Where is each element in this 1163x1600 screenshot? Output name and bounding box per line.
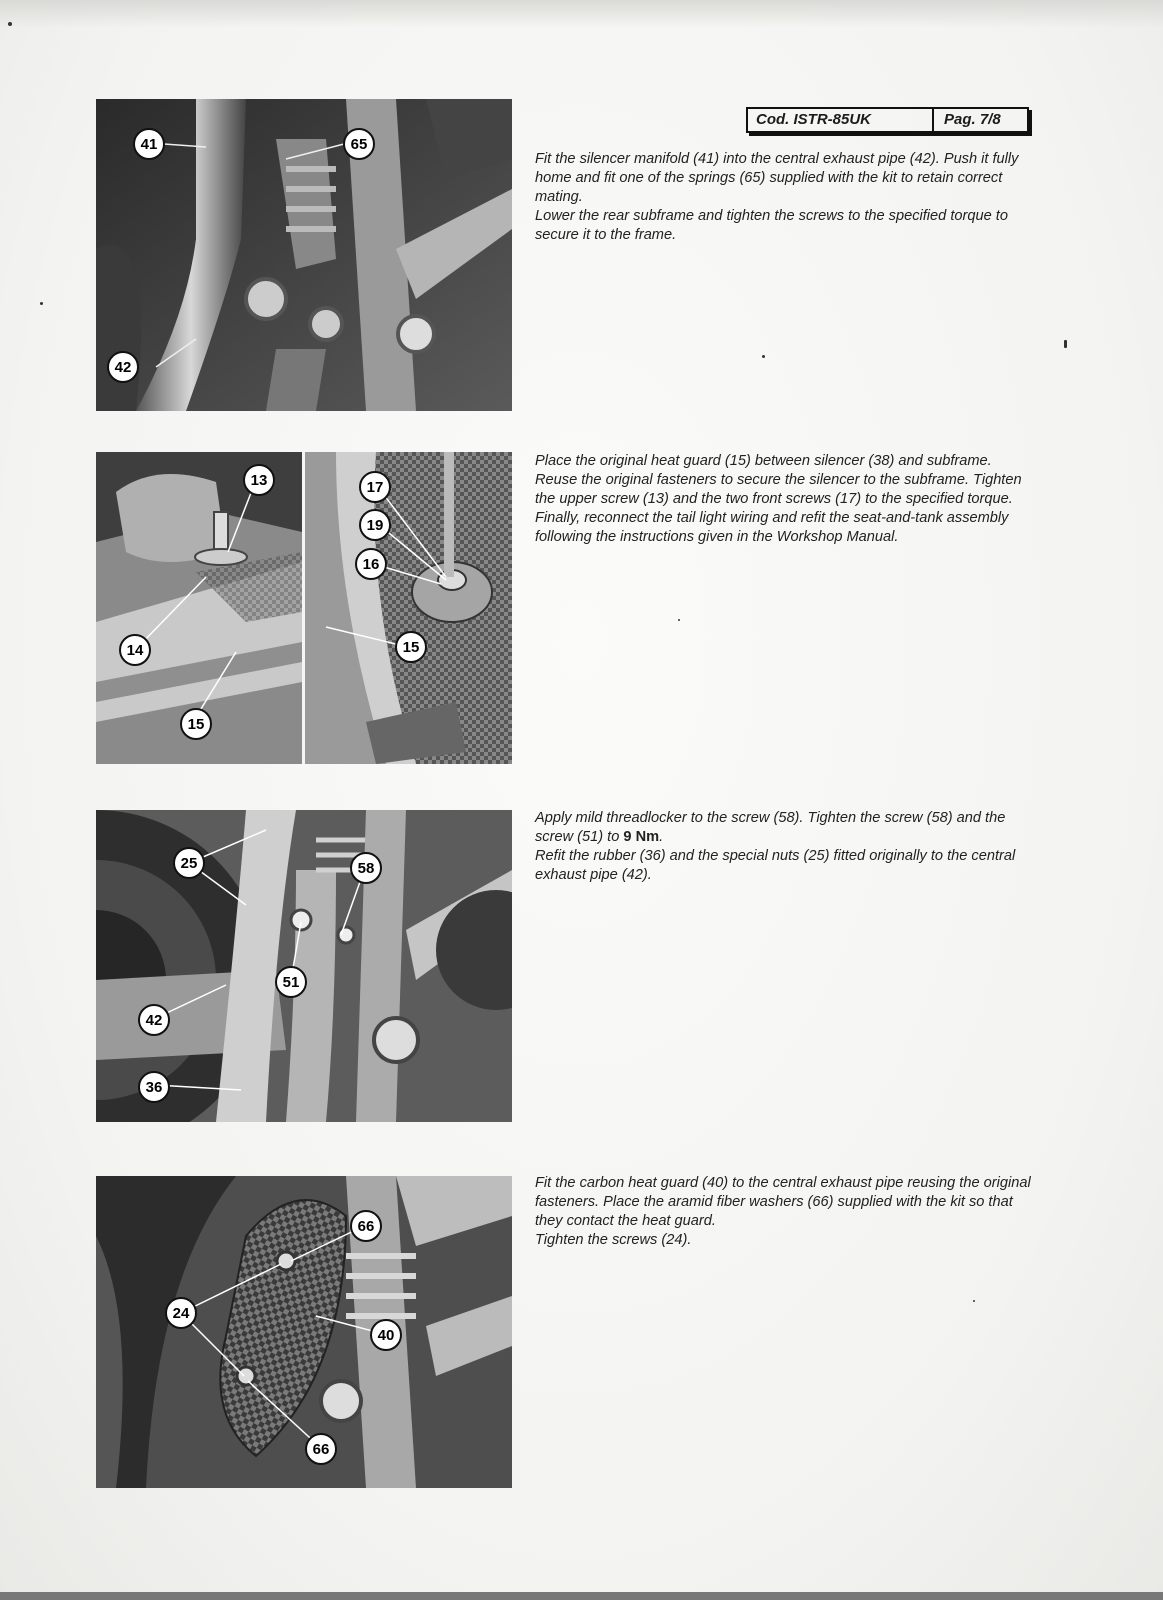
svg-text:17: 17 xyxy=(366,479,384,496)
callout-42 xyxy=(108,352,138,382)
scan-speck xyxy=(40,302,43,305)
callout-36 xyxy=(139,1072,169,1102)
callout-66-top xyxy=(351,1211,381,1241)
step-4-paragraph-1: Fit the carbon heat guard (40) to the central exhaust pipe reusing the original fasteners. Place the aramid fiber washers (66) supplied with the kit so that they contact the heat guard. xyxy=(535,1175,1031,1229)
photo-step-1 xyxy=(96,99,512,411)
photo-step-4 xyxy=(96,1176,512,1488)
photo-step-3 xyxy=(96,810,512,1122)
step-1-text xyxy=(535,150,1035,245)
svg-text:19: 19 xyxy=(366,517,384,534)
svg-text:42: 42 xyxy=(114,359,132,376)
svg-text:15: 15 xyxy=(187,716,205,733)
svg-text:42: 42 xyxy=(145,1012,163,1029)
svg-text:51: 51 xyxy=(282,974,300,991)
svg-text:66: 66 xyxy=(312,1441,330,1458)
step-2-paragraph-2: Finally, reconnect the tail light wiring and refit the seat-and-tank assembly following the instructions given in the Workshop Manual. xyxy=(535,510,1009,545)
svg-text:66: 66 xyxy=(357,1218,375,1235)
callout-19 xyxy=(360,510,390,540)
svg-text:41: 41 xyxy=(140,136,158,153)
callout-15-right xyxy=(396,632,426,662)
callout-65 xyxy=(344,129,374,159)
document-code: Cod. ISTR-85UK xyxy=(748,109,934,131)
callout-41 xyxy=(134,129,164,159)
step-4-paragraph-2: Tighten the screws (24). xyxy=(535,1232,692,1248)
step-1-paragraph-2: Lower the rear subframe and tighten the screws to the specified torque to secure it to the frame. xyxy=(535,208,1008,243)
callout-14 xyxy=(120,635,150,665)
step-3-text xyxy=(535,809,1035,885)
scan-speck xyxy=(8,22,12,26)
svg-text:36: 36 xyxy=(145,1079,163,1096)
scan-edge xyxy=(0,1592,1163,1600)
step-3-paragraph-1: Apply mild threadlocker to the screw (58). Tighten the screw (58) and the screw (51) to 9 Nm. xyxy=(535,810,1006,845)
callout-66-bottom xyxy=(306,1434,336,1464)
callout-40 xyxy=(371,1320,401,1350)
scan-speck xyxy=(678,619,680,621)
svg-text:58: 58 xyxy=(357,860,375,877)
svg-text:13: 13 xyxy=(250,472,268,489)
svg-text:14: 14 xyxy=(126,642,144,659)
step-1-paragraph-1: Fit the silencer manifold (41) into the central exhaust pipe (42). Push it fully home and fit one of the springs (65) supplied with the kit to retain correct mating. xyxy=(535,151,1019,205)
svg-text:65: 65 xyxy=(350,136,368,153)
callout-42 xyxy=(139,1005,169,1035)
svg-text:15: 15 xyxy=(402,639,420,656)
callout-25 xyxy=(174,848,204,878)
svg-text:40: 40 xyxy=(377,1327,395,1344)
photo-step-2 xyxy=(96,452,512,764)
callout-16 xyxy=(356,549,386,579)
svg-text:24: 24 xyxy=(172,1305,190,1322)
callout-58 xyxy=(351,853,381,883)
callout-13 xyxy=(244,465,274,495)
callout-24 xyxy=(166,1298,196,1328)
scan-speck xyxy=(973,1300,975,1302)
scan-speck xyxy=(762,355,765,358)
document-header xyxy=(746,107,1029,133)
svg-text:25: 25 xyxy=(180,855,198,872)
torque-value: 9 Nm xyxy=(623,829,660,845)
step-2-paragraph-1: Place the original heat guard (15) between silencer (38) and subframe. Reuse the original fasteners to secure the silencer to the subframe. Tighten the upper screw (13) and the two front screws (17) to the specified torque. xyxy=(535,453,1022,507)
step-3-paragraph-2: Refit the rubber (36) and the special nuts (25) fitted originally to the central exhaust pipe (42). xyxy=(535,848,1016,883)
step-2-text xyxy=(535,452,1035,547)
svg-text:16: 16 xyxy=(362,556,380,573)
page-number: Pag. 7/8 xyxy=(944,111,1001,128)
scan-shadow xyxy=(0,0,1163,28)
step-4-text xyxy=(535,1174,1035,1250)
callout-51 xyxy=(276,967,306,997)
callout-17 xyxy=(360,472,390,502)
scan-speck xyxy=(1064,340,1067,348)
callout-15-left xyxy=(181,709,211,739)
